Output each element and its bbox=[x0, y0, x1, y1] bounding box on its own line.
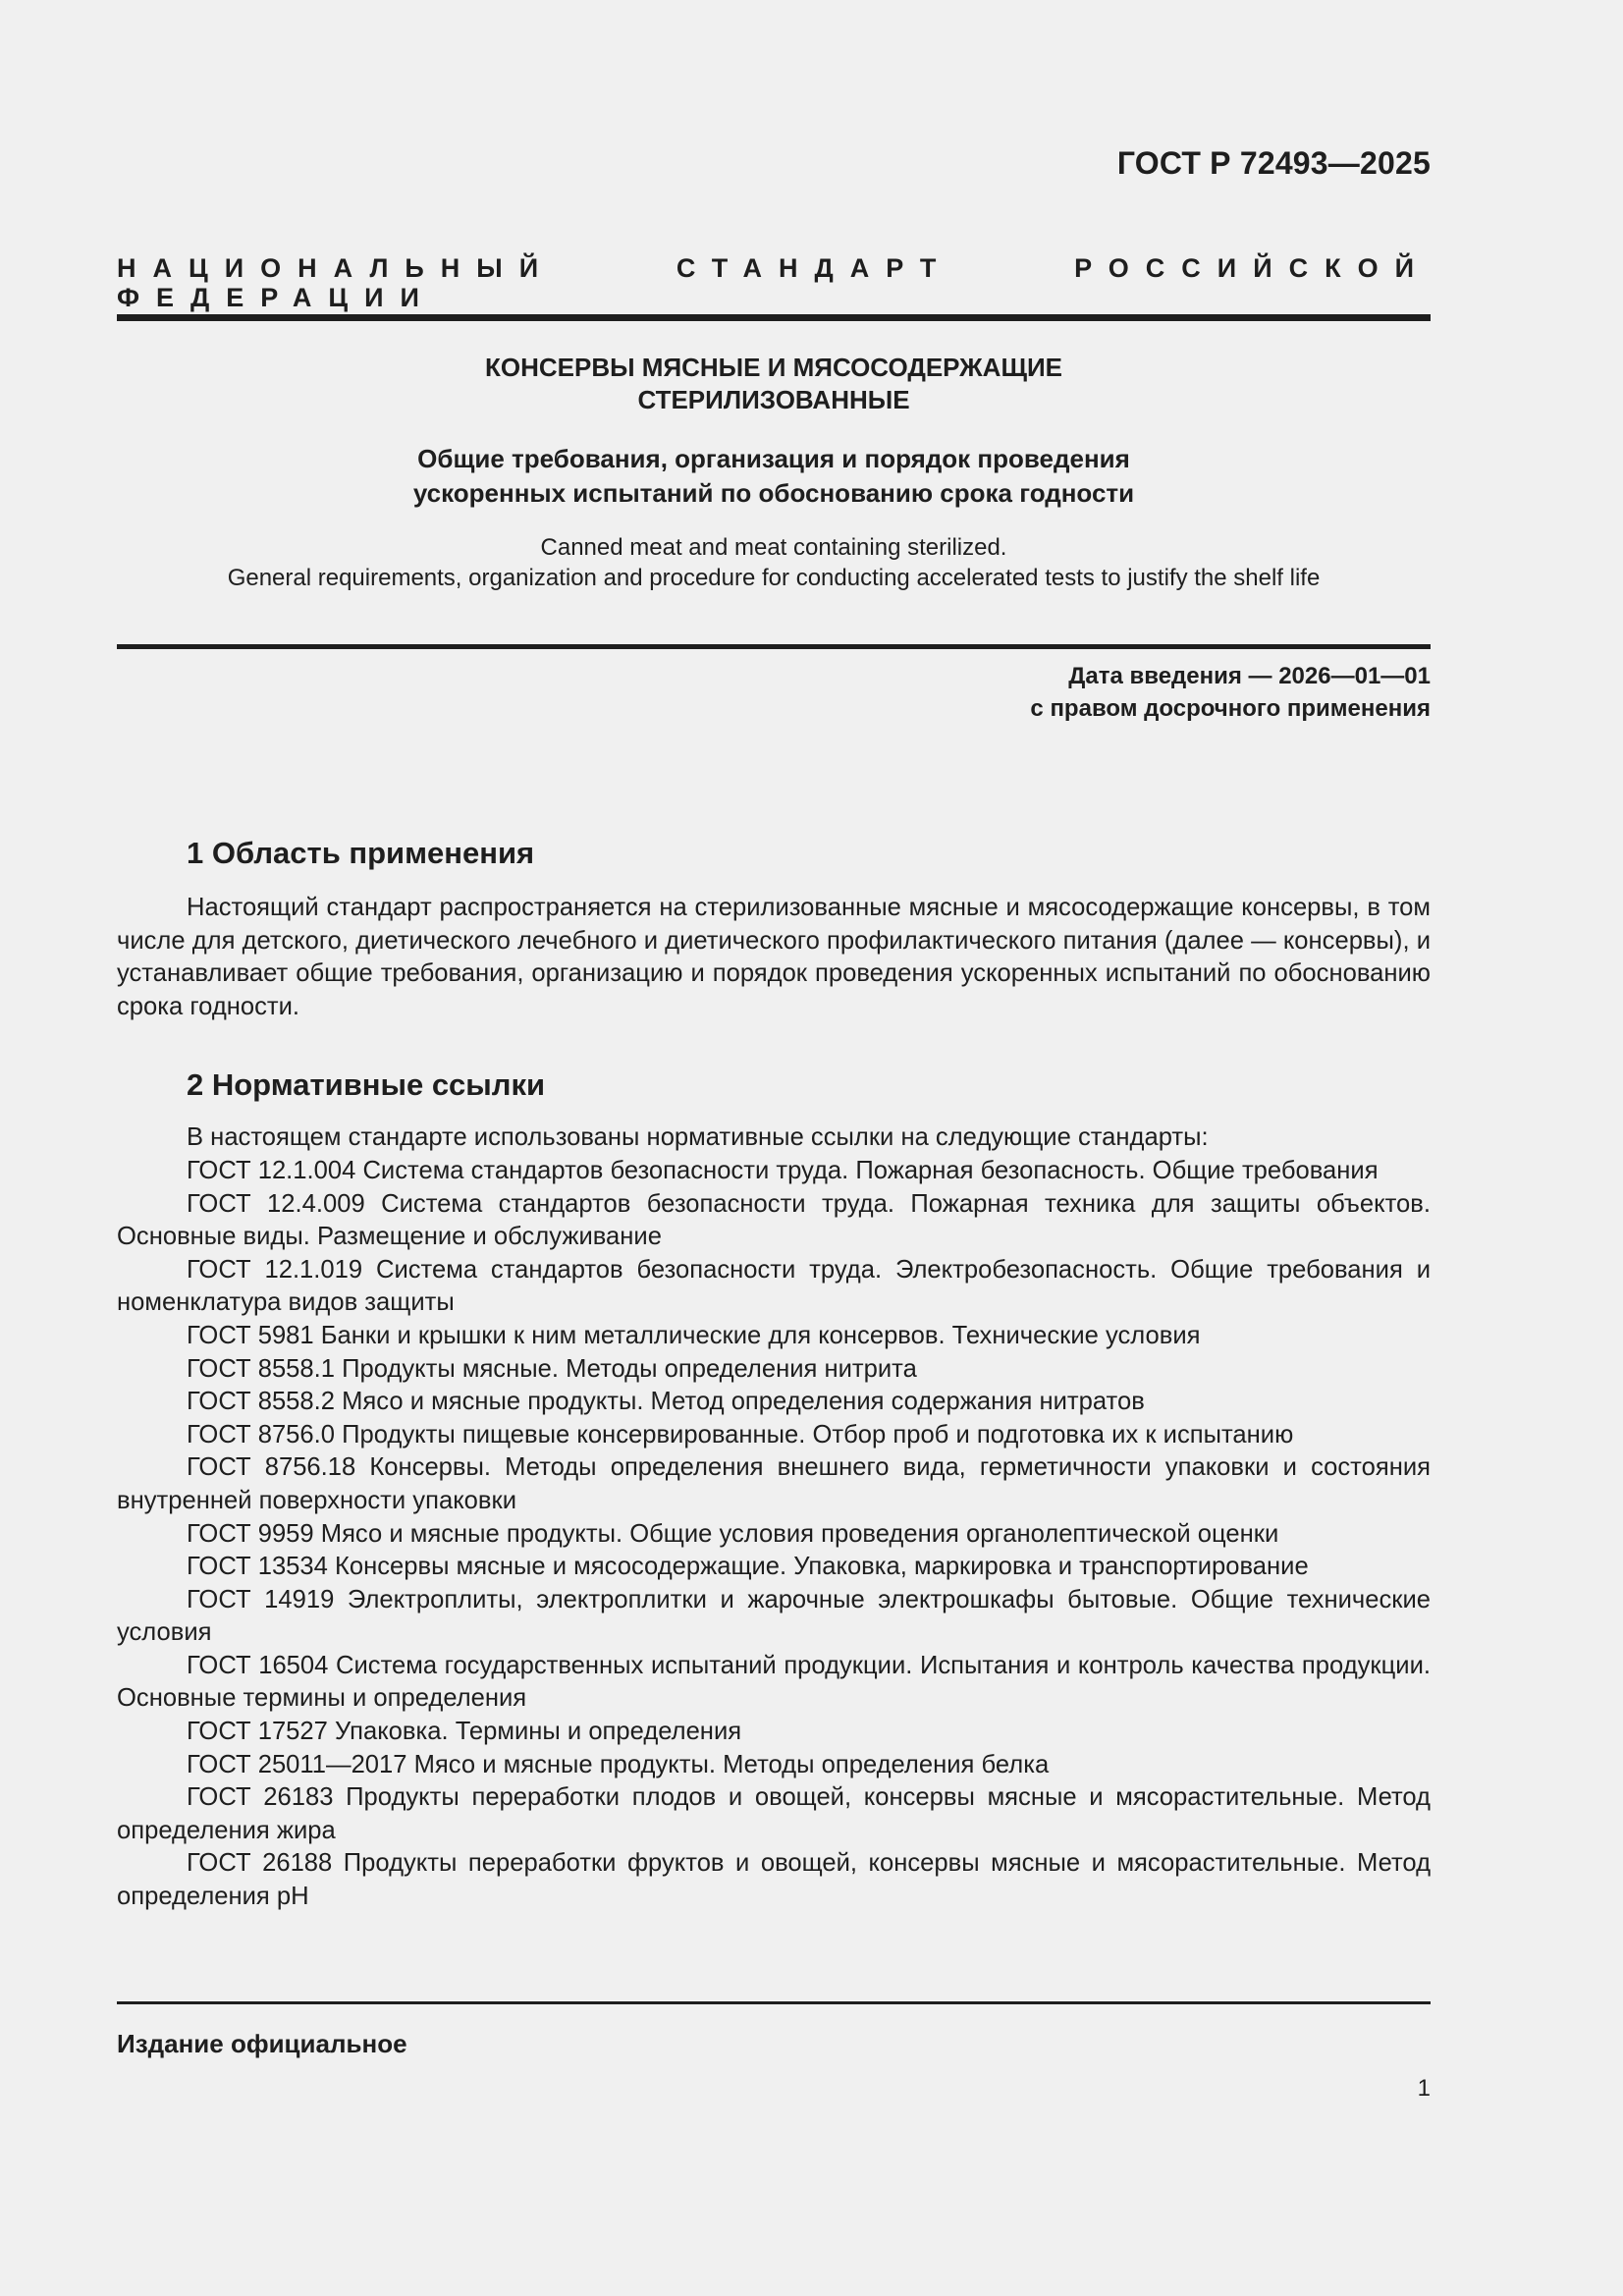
reference-item: ГОСТ 9959 Мясо и мясные продукты. Общие условия проведения органолептической оценки bbox=[187, 1519, 1279, 1548]
subtitle-ru bbox=[117, 442, 1431, 511]
reference-item: ГОСТ 12.1.019 Система стандартов безопасности труда. Электробезопасность. Общие требования и номенклатура видов защиты bbox=[117, 1255, 1431, 1317]
reference-item: ГОСТ 16504 Система государственных испытаний продукции. Испытания и контроль качества продукции. Основные термины и определения bbox=[117, 1651, 1431, 1713]
header-rule bbox=[117, 314, 1431, 321]
section-1-paragraph: Настоящий стандарт распространяется на стерилизованные мясные и мясосодержащие консервы, в том числе для детского, диетического лечебного и диетического профилактического питания (далее — консервы), и устанавливает общие требования, организацию и порядок проведения ускоренных испытаний по обоснованию срока годности. bbox=[117, 894, 1431, 1020]
reference-item: ГОСТ 8558.2 Мясо и мясные продукты. Метод определения содержания нитратов bbox=[187, 1388, 1145, 1416]
document-number: ГОСТ Р 72493—2025 bbox=[1116, 145, 1431, 181]
page-number: 1 bbox=[1417, 2075, 1431, 2102]
intro-date-line2: с правом досрочного применения bbox=[1030, 695, 1431, 722]
national-standard-banner: НАЦИОНАЛЬНЫЙ СТАНДАРТ РОССИЙСКОЙ ФЕДЕРАЦИИ bbox=[117, 253, 1431, 312]
reference-item: ГОСТ 8558.1 Продукты мясные. Методы определения нитрита bbox=[187, 1354, 917, 1383]
footer-rule bbox=[117, 2001, 1431, 2004]
title-en-line2: General requirements, organization and procedure for conducting accelerated tests to justify the shelf life bbox=[227, 565, 1321, 591]
section-2-heading: 2 Нормативные ссылки bbox=[187, 1067, 546, 1103]
section-2-intro: В настоящем стандарте использованы нормативные ссылки на следующие стандарты: bbox=[187, 1123, 1209, 1152]
subtitle-ru-line2: ускоренных испытаний по обоснованию срока годности bbox=[412, 478, 1135, 508]
title-en-line1: Canned meat and meat containing sterilized. bbox=[540, 534, 1007, 561]
reference-item: ГОСТ 26188 Продукты переработки фруктов и овощей, консервы мясные и мясорастительные. Метод определения pH bbox=[117, 1849, 1431, 1911]
reference-item: ГОСТ 13534 Консервы мясные и мясосодержащие. Упаковка, маркировка и транспортирование bbox=[187, 1553, 1309, 1581]
reference-item: ГОСТ 12.4.009 Система стандартов безопасности труда. Пожарная техника для защиты объектов. Основные виды. Размещение и обслуживание bbox=[117, 1189, 1431, 1251]
official-edition-label: Издание официальное bbox=[117, 2029, 407, 2058]
subtitle-ru-line1: Общие требования, организация и порядок проведения bbox=[417, 444, 1130, 473]
reference-item: ГОСТ 8756.0 Продукты пищевые консервированные. Отбор проб и подготовка их к испытанию bbox=[187, 1420, 1294, 1449]
reference-item: ГОСТ 17527 Упаковка. Термины и определения bbox=[187, 1718, 742, 1746]
title-block bbox=[117, 352, 1431, 593]
intro-date-line1: Дата введения — 2026—01—01 bbox=[1068, 663, 1431, 689]
section-1-heading: 1 Область применения bbox=[187, 836, 535, 870]
reference-item: ГОСТ 26183 Продукты переработки плодов и овощей, консервы мясные и мясорастительные. Метод определения жира bbox=[117, 1783, 1431, 1844]
reference-item: ГОСТ 14919 Электроплиты, электроплитки и жарочные электрошкафы бытовые. Общие технические условия bbox=[117, 1585, 1431, 1647]
reference-item: ГОСТ 8756.18 Консервы. Методы определения внешнего вида, герметичности упаковки и состояния внутренней поверхности упаковки bbox=[117, 1453, 1431, 1514]
reference-item: ГОСТ 25011—2017 Мясо и мясные продукты. Методы определения белка bbox=[187, 1750, 1050, 1778]
title-ru-line1: КОНСЕРВЫ МЯСНЫЕ И МЯСОСОДЕРЖАЩИЕ bbox=[485, 353, 1062, 382]
title-ru bbox=[117, 352, 1431, 416]
title-rule bbox=[117, 644, 1431, 649]
title-en bbox=[117, 532, 1431, 593]
title-ru-line2: СТЕРИЛИЗОВАННЫЕ bbox=[637, 385, 910, 414]
document-body bbox=[117, 835, 1431, 1914]
reference-item: ГОСТ 5981 Банки и крышки к ним металлические для консервов. Технические условия bbox=[187, 1321, 1201, 1349]
reference-item: ГОСТ 12.1.004 Система стандартов безопасности труда. Пожарная безопасность. Общие требования bbox=[187, 1156, 1379, 1184]
introduction-date bbox=[1030, 660, 1431, 725]
normative-references-list bbox=[117, 1155, 1431, 1914]
